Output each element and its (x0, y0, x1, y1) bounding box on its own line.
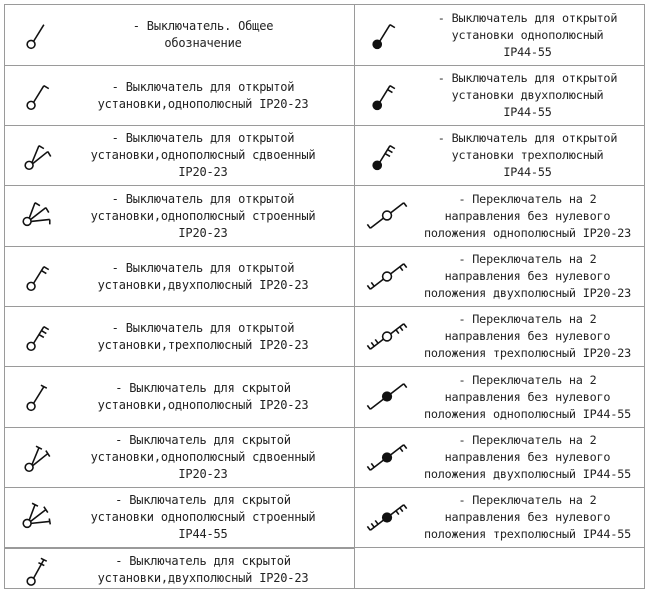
legend-row (5, 367, 354, 428)
legend-text: - Выключатель для открытой установки,однополюсный IP20-23 (97, 79, 309, 111)
legend-row (5, 186, 354, 247)
switch-open-double-icon (11, 126, 61, 185)
legend-text: - Переключатель на 2 направления без нулевого положения трехполюсный IP44-55 (423, 493, 632, 541)
legend-text: - Выключатель для открытой установки однополюсный IP44-55 (437, 10, 618, 59)
changeover-two-pole-icon (359, 247, 419, 306)
legend-text: - Выключатель для скрытой установки,двухполюсный IP20-23 (97, 553, 309, 585)
legend-row (5, 488, 354, 548)
legend-text: - Выключатель для открытой установки,двухполюсный IP20-23 (97, 260, 309, 292)
changeover-three-pole-icon (359, 307, 419, 366)
legend-row (355, 126, 644, 186)
legend-text: - Выключатель для открытой установки двухполюсный IP44-55 (437, 71, 618, 119)
legend-text: - Переключатель на 2 направления без нулевого положения двухполюсный IP44-55 (423, 433, 632, 481)
changeover-three-pole-ip44-icon (359, 488, 419, 547)
legend-text: - Выключатель для открытой установки,однополюсный строенный IP20-23 (90, 191, 316, 240)
switch-hidden-two-pole-icon (11, 549, 61, 590)
legend-row (355, 488, 644, 548)
switch-open-three-pole-icon (11, 307, 61, 366)
legend-row (355, 5, 644, 66)
switch-open-single-pole-icon (11, 66, 61, 125)
legend-text: - Выключатель для скрытой установки однополюсный строенный IP44-55 (90, 493, 316, 541)
legend-row (355, 367, 644, 428)
legend-text: - Выключатель для скрытой установки,однополюсный сдвоенный IP20-23 (90, 433, 316, 481)
empty-cell (355, 548, 644, 590)
legend-text: - Выключатель. Общее обозначение (132, 19, 274, 50)
switch-open-two-pole-icon (11, 247, 61, 306)
legend-row (5, 247, 354, 307)
legend-text: - Переключатель на 2 направления без нулевого положения трехполюсный IP20-23 (423, 312, 632, 360)
legend-row (5, 126, 354, 186)
changeover-single-pole-icon (359, 186, 419, 246)
switch-open-two-pole-ip44-icon (359, 66, 419, 125)
legend-row (355, 186, 644, 247)
legend-row (355, 307, 644, 367)
legend-row (5, 5, 354, 66)
switch-hidden-triple-icon (11, 488, 61, 547)
switch-open-three-pole-ip44-icon (359, 126, 419, 185)
legend-text: - Выключатель для открытой установки,однополюсный сдвоенный IP20-23 (90, 131, 316, 179)
legend-text: - Выключатель для открытой установки,трехполюсный IP20-23 (97, 320, 309, 352)
legend-text: - Переключатель на 2 направления без нулевого положения однополюсный IP44-55 (423, 372, 632, 421)
legend-row (355, 428, 644, 488)
switch-hidden-double-icon (11, 428, 61, 487)
legend-row (355, 247, 644, 307)
switch-general-symbol-icon (11, 5, 61, 65)
legend-row (5, 307, 354, 367)
legend-text: - Переключатель на 2 направления без нулевого положения однополюсный IP20-23 (423, 191, 632, 240)
changeover-single-pole-ip44-icon (359, 367, 419, 427)
legend-table (4, 4, 645, 589)
legend-row (5, 428, 354, 488)
legend-row (5, 66, 354, 126)
legend-text: - Выключатель для открытой установки трехполюсный IP44-55 (437, 131, 618, 179)
legend-row (355, 66, 644, 126)
legend-text: - Переключатель на 2 направления без нулевого положения двухполюсный IP20-23 (423, 252, 632, 300)
switch-open-triple-icon (11, 186, 61, 246)
legend-text: - Выключатель для скрытой установки,однополюсный IP20-23 (97, 381, 309, 412)
changeover-two-pole-ip44-icon (359, 428, 419, 487)
legend-row (5, 548, 354, 590)
switch-hidden-single-pole-icon (11, 367, 61, 427)
switch-open-single-pole-ip44-icon (359, 5, 419, 65)
